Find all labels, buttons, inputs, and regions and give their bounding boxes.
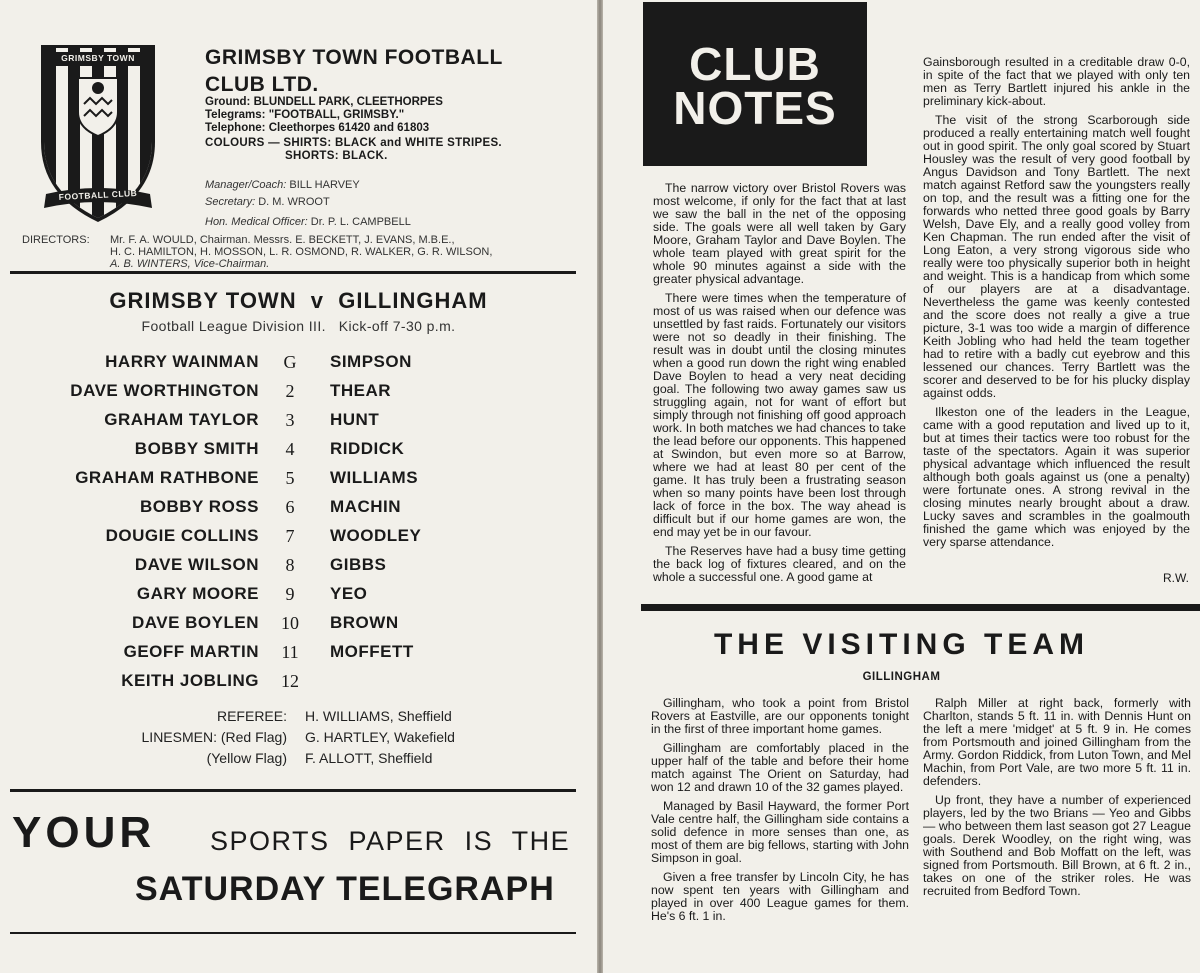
away-player: SIMPSON	[330, 352, 412, 371]
lineup-row	[0, 555, 597, 584]
away-player: BROWN	[330, 613, 399, 632]
ground-value: BLUNDELL PARK, CLEETHORPES	[253, 96, 443, 108]
paragraph: There were times when the temperature of most of us was raised when our defence was unsettled by fast raids. Fortunately our visitors were not so deadly in their finishing. The result was in doubt until the closing minutes when a good run down the right wing enabled Dave Boylen to head a very neat deciding goal. The following two away games saw us struggling again, not for want of effort but simply through not finishing off good approach work. In both matches we had chances to take the lead before our opponents. This happened at Swindon, but even more so at Barrow, where we had at least 80 per cent of the game. It has truly been a frustrating season when so many points have been lost through lack of force in the box. The way ahead is difficult but if our home games are won, the end may yet be in our favour.	[653, 291, 906, 539]
referee-row	[0, 708, 597, 728]
directors-line1: Mr. F. A. WOULD, Chairman. Messrs. E. BECKETT, J. EVANS, M.B.E.,	[110, 234, 455, 246]
home-player: BOBBY ROSS	[140, 497, 259, 516]
paragraph: Given a free transfer by Lincoln City, he has now spent ten years with Gillingham and played in over 400 League games for them. He's 6 ft. 1 in.	[651, 870, 909, 923]
shirt-number: 6	[285, 497, 295, 517]
medical-label: Hon. Medical Officer:	[205, 216, 308, 228]
shirt-number: 11	[281, 642, 299, 662]
home-player: DAVE BOYLEN	[131, 613, 259, 632]
colours-line2: SHORTS: BLACK.	[285, 150, 388, 162]
visiting-column-2	[923, 697, 1191, 904]
paragraph: Up front, they have a number of experienced players, led by the two Brians — Yeo and Gibbs — who between them last season got 27 League goals. Derek Woodley, on the right wing, was with Southend and Bob Moffatt on the left, was signed from Portsmouth. Bill Brown, at 6 ft. 2 in., takes on one of the striker roles. He was recruited from Bedford Town.	[923, 793, 1191, 898]
linesman-yellow-value: F. ALLOTT, Sheffield	[305, 750, 433, 766]
paragraph: Managed by Basil Hayward, the former Port Vale centre half, the Gillingham side contains a solid defence in more senses than one, as most of them are big fellows, starting with John Simpson in goal.	[651, 799, 909, 865]
shirt-number: 4	[285, 439, 295, 459]
ground-label: Ground:	[205, 96, 251, 108]
lineup-row	[0, 381, 597, 410]
club-name-line2: CLUB LTD.	[205, 73, 319, 96]
club-notes-column-2	[923, 56, 1190, 555]
away-player: WOODLEY	[330, 526, 422, 545]
paragraph: Ilkeston one of the leaders in the League, came with a good reputation and lived up to it, but at times their tactics were too robust for the taste of the spectators. Again it was superior physical advantage which influenced the result although both goals against us (one a penalty) were fortunate ones. A strong revival in the closing minutes nearly brought about a draw. Lucky saves and scrambles in the goalmouth finished the game which was enjoyed by the very sparse attendance.	[923, 405, 1190, 549]
away-player: RIDDICK	[330, 439, 405, 458]
heading-line1: CLUB	[689, 38, 821, 90]
club-officials	[205, 177, 411, 231]
lineup-row	[0, 642, 597, 671]
away-player: YEO	[330, 584, 368, 603]
crest-bottom-text: FOOTBALL CLUB	[58, 187, 138, 203]
shirt-number: 8	[285, 555, 295, 575]
club-name	[205, 44, 503, 98]
club-contact-info	[205, 96, 443, 135]
right-page	[603, 0, 1200, 973]
club-colours	[205, 137, 502, 163]
match-title: GRIMSBY TOWN v GILLINGHAM	[109, 288, 488, 313]
away-player: WILLIAMS	[330, 468, 419, 487]
home-player: KEITH JOBLING	[121, 671, 259, 690]
lineup-row	[0, 352, 597, 381]
directors-label: DIRECTORS:	[22, 234, 90, 246]
home-player: GRAHAM TAYLOR	[104, 410, 259, 429]
shirt-number: G	[283, 352, 297, 372]
linesman-red-label: LINESMEN: (Red Flag)	[141, 729, 287, 745]
directors	[22, 234, 582, 270]
visiting-column-1	[651, 697, 909, 929]
lineup-row	[0, 439, 597, 468]
lineup-row	[0, 526, 597, 555]
manager-value: BILL HARVEY	[289, 179, 360, 191]
telephone-value: Cleethorpes 61420 and 61803	[268, 122, 430, 134]
manager-label: Manager/Coach:	[205, 179, 287, 191]
away-player: HUNT	[330, 410, 380, 429]
lineup-row	[0, 613, 597, 642]
linesman-yellow-row	[0, 750, 597, 770]
shirt-number: 3	[285, 410, 295, 430]
directors-line2: H. C. HAMILTON, H. MOSSON, L. R. OSMOND, R. WALKER, G. R. WILSON,	[110, 246, 493, 258]
shirt-number: 2	[285, 381, 295, 401]
heading-line2: NOTES	[673, 82, 837, 134]
paragraph: Gillingham are comfortably placed in the upper half of the table and before their home match against The Orient on Saturday, had won 12 and drawn 10 of the 32 games played.	[651, 741, 909, 794]
paragraph: Gillingham, who took a point from Bristol Rovers at Eastville, are our opponents tonight in the first of three important home games.	[651, 696, 909, 736]
home-player: DAVE WORTHINGTON	[70, 381, 259, 400]
linesman-red-row	[0, 729, 597, 749]
match-subtitle: Football League Division III. Kick-off 7-30 p.m.	[141, 318, 456, 334]
divider-top	[10, 271, 576, 274]
divider-advert	[10, 932, 576, 934]
club-notes-heading	[643, 38, 867, 134]
home-player: GRAHAM RATHBONE	[75, 468, 259, 487]
colours-line1: COLOURS — SHIRTS: BLACK and WHITE STRIPES.	[205, 137, 502, 149]
home-player: DOUGIE COLLINS	[105, 526, 259, 545]
lineup-row	[0, 671, 597, 700]
away-player: MACHIN	[330, 497, 401, 516]
linesman-yellow-label: (Yellow Flag)	[206, 750, 287, 766]
visiting-team-title: THE VISITING TEAM	[713, 628, 1089, 661]
club-notes-heading-box	[643, 2, 867, 166]
visiting-team-subtitle: GILLINGHAM	[862, 671, 941, 683]
divider-bottom	[10, 789, 576, 792]
paragraph: The narrow victory over Bristol Rovers was most welcome, if only for the fact that at last we saw the ball in the net of the opposing side. The goals were all well taken by Gary Moore, Graham Taylor and Dave Boylen. The whole team played with great spirit for the whole 90 minutes against a side with the greater physical advantage.	[653, 181, 906, 286]
paragraph: The Reserves have had a busy time getting the back log of fixtures cleared, and on the whole a successful one. A good game at	[653, 544, 906, 584]
divider-right	[641, 604, 1200, 611]
paragraph: Gainsborough resulted in a creditable draw 0-0, in spite of the fact that we played with only ten men as Terry Bartlett injured his ankle in the preliminary kick-about.	[923, 55, 1190, 108]
medical-value: Dr. P. L. CAMPBELL	[310, 216, 411, 228]
advert-sports: SPORTS PAPER IS THE	[210, 826, 571, 856]
home-player: GARY MOORE	[136, 584, 259, 603]
away-player: THEAR	[330, 381, 392, 400]
lineup-row	[0, 410, 597, 439]
home-player: DAVE WILSON	[134, 555, 259, 574]
home-player: GEOFF MARTIN	[123, 642, 259, 661]
telegrams-label: Telegrams:	[205, 109, 266, 121]
secretary-value: D. M. WROOT	[258, 196, 330, 208]
club-notes-column-1	[653, 182, 906, 590]
away-player: GIBBS	[330, 555, 387, 574]
referee-value: H. WILLIAMS, Sheffield	[305, 708, 452, 724]
home-player: BOBBY SMITH	[134, 439, 259, 458]
lineup-row	[0, 497, 597, 526]
paragraph: Ralph Miller at right back, formerly with Charlton, stands 5 ft. 11 in. with Dennis Hunt on the left a mere 'midget' at 5 ft. 9 in. He comes from Portsmouth and joined Gillingham from the Army. Gordon Riddick, from Luton Town, and Mel Machin, from Port Vale, are two more 5 ft. 11 in. defenders.	[923, 696, 1191, 788]
secretary-label: Secretary:	[205, 196, 256, 208]
club-crest	[38, 42, 158, 224]
signature: R.W.	[1163, 571, 1189, 585]
shirt-number: 12	[281, 671, 299, 691]
lineup-row	[0, 584, 597, 613]
directors-line3: A. B. WINTERS, Vice-Chairman.	[110, 258, 270, 270]
home-player: HARRY WAINMAN	[105, 352, 259, 371]
referee-label: REFEREE:	[216, 708, 287, 724]
telephone-label: Telephone:	[205, 122, 266, 134]
advert-your: YOUR	[12, 808, 156, 857]
shirt-number: 7	[285, 526, 295, 546]
advert-paper-name: SATURDAY TELEGRAPH	[135, 870, 555, 908]
shirt-number: 9	[285, 584, 295, 604]
lineup-row	[0, 468, 597, 497]
crest-top-text: GRIMSBY TOWN	[61, 53, 135, 63]
telegrams-value: "FOOTBALL, GRIMSBY."	[268, 109, 405, 121]
shirt-number: 10	[281, 613, 299, 633]
away-player: MOFFETT	[330, 642, 414, 661]
shirt-number: 5	[285, 468, 295, 488]
left-page	[0, 0, 597, 973]
club-name-line1: GRIMSBY TOWN FOOTBALL	[205, 46, 503, 69]
paragraph: The visit of the strong Scarborough side produced a really entertaining match well fought out in good spirit. The only goal scored by Stuart Housley was the result of very good football by Angus Davidson and Tony Bartlett. The next match against Retford saw the youngsters really on top, and the result was a fitting one for the forwards who netted three good goals by Barry Welsh, Dave Ely, and a really good volley from Ken Chapman. The run ended after the visit of Long Eaton, a very strong vigorous side who really were too physically superior both in height and weight. This is a handicap from which some of our players are at a disadvantage. Nevertheless the game was keenly contested and the score does not really a give a true picture, 3-1 was too wide a margin of difference Keith Jobling who had held the team together had to retire with a badly cut eyebrow and this lessened our chances. Terry Bartlett was the scorer and deserved to be for his plucky display against odds.	[923, 113, 1190, 400]
linesman-red-value: G. HARTLEY, Wakefield	[305, 729, 455, 745]
